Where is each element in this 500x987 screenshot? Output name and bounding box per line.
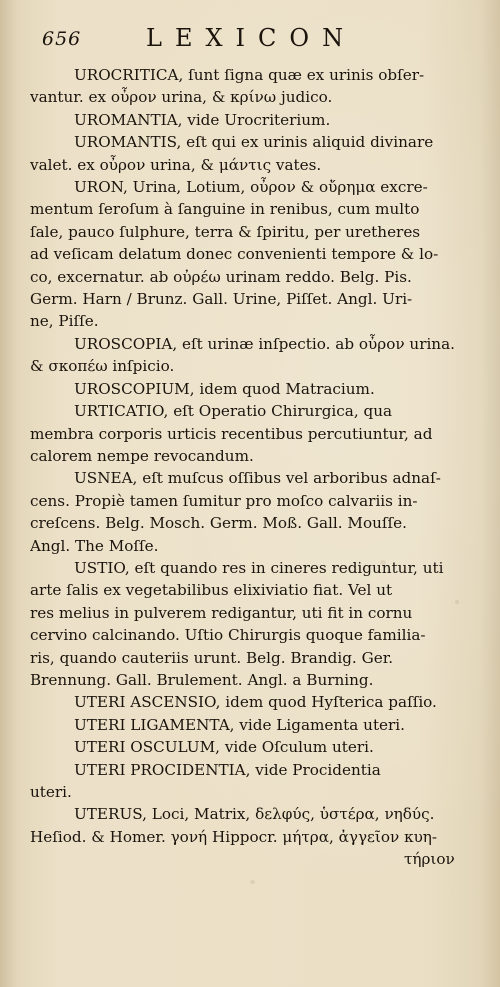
entry-uromantis	[30, 109, 478, 176]
entry-ustio	[30, 557, 478, 691]
entry-uroscopium	[74, 378, 478, 400]
entry-line: res melius in pulverem redigantur, uti fit in cornu	[30, 603, 413, 622]
entry-line: UTERI OSCULUM, vide Oſculum uteri.	[74, 738, 374, 757]
entry-line: UROSCOPIA, eſt urinæ inſpectio. ab οὖρον urina.	[74, 334, 455, 353]
entry-line: ſale, pauco ſulphure, terra & ſpiritu, per uretheres	[30, 222, 421, 241]
entry-line: UTERI ASCENSIO, idem quod Hyſterica paſſio.	[74, 693, 437, 712]
entry-line: arte ſalis ex vegetabilibus elixiviatio fiat. Vel ut	[30, 581, 393, 600]
entry-line: membra corporis urticis recentibus percutiuntur, ad	[30, 424, 433, 443]
entry-line: Germ. Harn / Brunz. Gall. Urine, Piſſet. Angl. Uri-	[30, 290, 413, 309]
entry-urticatio	[30, 400, 478, 467]
entry-line: Heſiod. & Homer. γονή Hippocr. μήτρα, ἀγγεῖον κυη-	[30, 827, 438, 846]
entry-line: ris, quando cauteriis urunt. Belg. Brandig. Ger.	[30, 648, 394, 667]
entry-line: UTERI PROCIDENTIA, vide Procidentia	[74, 760, 381, 779]
entry-uron	[30, 176, 478, 333]
entry-line: UROMANTIA, vide Urocriterium.	[74, 110, 331, 129]
paper-spot	[250, 880, 255, 884]
entry-line: co, excernatur. ab οὐρέω urinam reddo. Belg. Pis.	[30, 267, 412, 286]
entry-line: URON, Urina, Lotium, οὖρον & οὔρημα excre-	[74, 178, 428, 197]
entry-uterus	[30, 803, 478, 870]
entry-uteri-ligamenta	[74, 714, 478, 736]
entry-urocritica	[30, 64, 478, 109]
entry-line: UROMANTIS, eſt qui ex urinis aliquid divinare	[74, 133, 434, 152]
entry-line: URTICATIO, eſt Operatio Chirurgica, qua	[74, 402, 393, 421]
entry-line: ad veſicam delatum donec convenienti tempore & lo-	[30, 245, 439, 264]
entry-line: USNEA, eſt muſcus oſſibus vel arboribus adnaſ-	[74, 469, 441, 488]
entry-line: UTERI LIGAMENTA, vide Ligamenta uteri.	[74, 715, 405, 734]
lexicon-body	[30, 64, 478, 871]
entry-line: UROCRITICA, ſunt ſigna quæ ex urinis obſer-	[74, 66, 425, 84]
entry-line: Brennung. Gall. Brulement. Angl. a Burning.	[30, 670, 374, 689]
entry-line: τήριον	[404, 850, 455, 869]
entry-line: UROSCOPIUM, idem quod Matracium.	[74, 379, 375, 398]
entry-line: cens. Propiè tamen ſumitur pro moſco calvariis in-	[30, 491, 418, 510]
entry-uteri-procidentia	[30, 759, 478, 804]
entry-line: Angl. The Moſſe.	[30, 536, 159, 555]
entry-line: & σκοπέω inſpicio.	[30, 357, 175, 376]
entry-usnea	[30, 467, 478, 557]
entry-line: uteri.	[30, 783, 72, 801]
running-title: LEXICON	[146, 24, 357, 52]
entry-line: UTERUS, Loci, Matrix, δελφύς, ὑστέρα, νηδύς.	[74, 805, 435, 824]
entry-line: creſcens. Belg. Mosch. Germ. Moß. Gall. Mouſſe.	[30, 514, 407, 533]
entry-uteri-osculum	[74, 736, 478, 758]
entry-line: valet. ex οὖρον urina, & μάντις vates.	[30, 155, 322, 174]
entry-line: vantur. ex οὖρον urina, & κρίνω judico.	[30, 88, 333, 107]
page-number: 656	[42, 28, 82, 50]
entry-line: USTIO, eſt quando res in cineres rediguntur, uti	[74, 558, 444, 577]
entry-line: mentum ſeroſum à ſanguine in renibus, cum multo	[30, 200, 420, 219]
entry-line: calorem nempe revocandum.	[30, 446, 254, 465]
entry-uteri-ascensio	[74, 691, 478, 713]
entry-line: cervino calcinando. Uſtio Chirurgis quoque familia-	[30, 626, 426, 645]
entry-line: ne, Piſſe.	[30, 312, 99, 331]
entry-uroscopia	[30, 333, 478, 378]
page-header	[42, 22, 482, 52]
